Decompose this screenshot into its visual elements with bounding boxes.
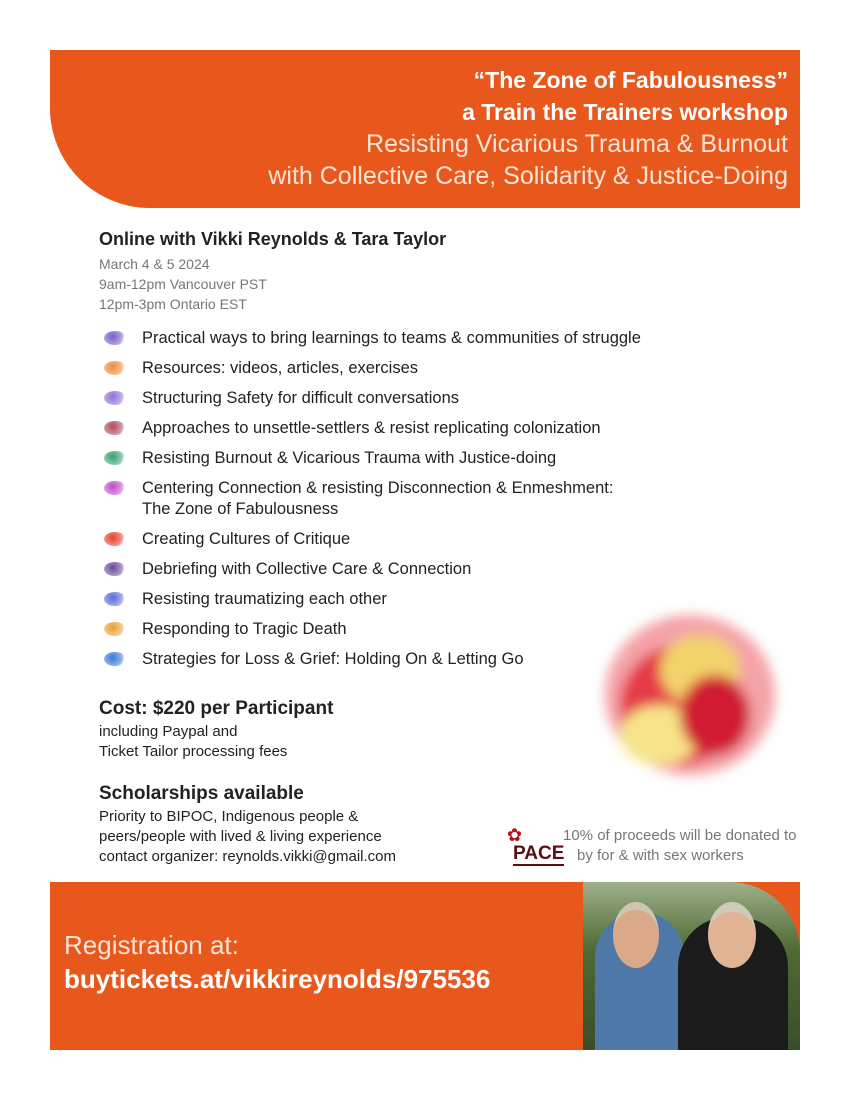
topic-text-line: Responding to Tragic Death — [142, 620, 347, 638]
topic-text-line: Approaches to unsettle-settlers & resist replicating colonization — [142, 419, 601, 437]
topic-item — [100, 559, 641, 580]
tagline-line-1: Resisting Vicarious Trauma & Burnout — [366, 130, 788, 158]
registration-label: Registration at: — [64, 930, 239, 960]
topic-text — [142, 358, 418, 379]
topic-text-line: Centering Connection & resisting Disconnection & Enmeshment: — [142, 479, 614, 497]
topic-text-line: The Zone of Fabulousness — [142, 500, 339, 518]
watercolor-bullet-icon — [104, 532, 126, 546]
topic-text-line: Practical ways to bring learnings to teams & communities of struggle — [142, 329, 641, 347]
watercolor-bullet-icon — [104, 361, 126, 375]
cost-note-2: Ticket Tailor processing fees — [99, 743, 288, 760]
registration-url[interactable]: buytickets.at/vikkireynolds/975536 — [64, 964, 491, 994]
cost-note-1: including Paypal and — [99, 723, 238, 740]
topic-text-line: Strategies for Loss & Grief: Holding On & Letting Go — [142, 650, 524, 668]
watercolor-bullet-icon — [104, 391, 126, 405]
workshop-title: “The Zone of Fabulousness” — [473, 67, 788, 93]
topic-text-line: Resisting traumatizing each other — [142, 590, 387, 608]
topic-text — [142, 529, 350, 550]
topic-item — [100, 649, 641, 670]
donation-line-1: 10% of proceeds will be donated to — [563, 827, 797, 844]
watercolor-bullet-icon — [104, 652, 126, 666]
topic-text — [142, 619, 347, 640]
facilitators: Online with Vikki Reynolds & Tara Taylor — [99, 229, 447, 249]
watercolor-bullet-icon — [104, 622, 126, 636]
topic-text-line: Structuring Safety for difficult conversations — [142, 389, 460, 407]
scholarships-priority: Priority to BIPOC, Indigenous people & — [99, 808, 359, 825]
topic-text-line: Resisting Burnout & Vicarious Trauma with Justice-doing — [142, 449, 557, 467]
topic-item — [100, 448, 641, 469]
scholarships-title: Scholarships available — [99, 783, 304, 804]
topic-text — [142, 388, 459, 409]
header-banner — [50, 50, 800, 208]
watercolor-bullet-icon — [104, 562, 126, 576]
topic-item — [100, 619, 641, 640]
cost-section — [99, 698, 333, 762]
cost-title: Cost: $220 per Participant — [99, 698, 334, 719]
event-date: March 4 & 5 2024 — [99, 256, 210, 272]
watercolor-bullet-icon — [104, 592, 126, 606]
donation-line-2: by for & with sex workers — [577, 847, 744, 864]
watercolor-bullet-icon — [104, 331, 126, 345]
workshop-subtitle: a Train the Trainers workshop — [462, 99, 788, 125]
topic-text — [142, 559, 471, 580]
watercolor-bullet-icon — [104, 421, 126, 435]
event-info — [99, 229, 446, 314]
topic-item — [100, 328, 641, 349]
topic-item — [100, 418, 641, 439]
scholarships-section — [99, 783, 396, 867]
topic-text — [142, 649, 524, 670]
topic-text-line: Creating Cultures of Critique — [142, 530, 351, 548]
topic-text — [142, 589, 387, 610]
watercolor-splash-image — [590, 575, 790, 800]
facilitators-photo — [583, 882, 800, 1050]
topic-text — [142, 418, 601, 439]
tagline-line-2: with Collective Care, Solidarity & Justice-Doing — [268, 162, 788, 190]
flower-icon: ✿ — [507, 825, 523, 845]
topic-text — [142, 328, 641, 349]
watercolor-bullet-icon — [104, 481, 126, 495]
topic-item — [100, 589, 641, 610]
topic-item — [100, 358, 641, 379]
pace-logo-text: PACE — [513, 843, 565, 864]
topic-text — [142, 448, 556, 469]
event-time-pst: 9am-12pm Vancouver PST — [99, 276, 267, 292]
scholarships-priority-2: peers/people with lived & living experience — [99, 828, 382, 845]
topic-text — [142, 478, 613, 520]
scholarships-contact[interactable]: contact organizer: reynolds.vikki@gmail.com — [99, 848, 397, 865]
donation-note — [505, 826, 797, 868]
topic-item — [100, 529, 641, 550]
topic-list — [100, 328, 641, 679]
watercolor-bullet-icon — [104, 451, 126, 465]
topic-item — [100, 478, 641, 520]
topic-text-line: Resources: videos, articles, exercises — [142, 359, 419, 377]
registration-banner — [50, 882, 800, 1050]
pace-logo — [505, 826, 567, 868]
event-time-est: 12pm-3pm Ontario EST — [99, 296, 247, 312]
topic-text-line: Debriefing with Collective Care & Connection — [142, 560, 472, 578]
topic-item — [100, 388, 641, 409]
